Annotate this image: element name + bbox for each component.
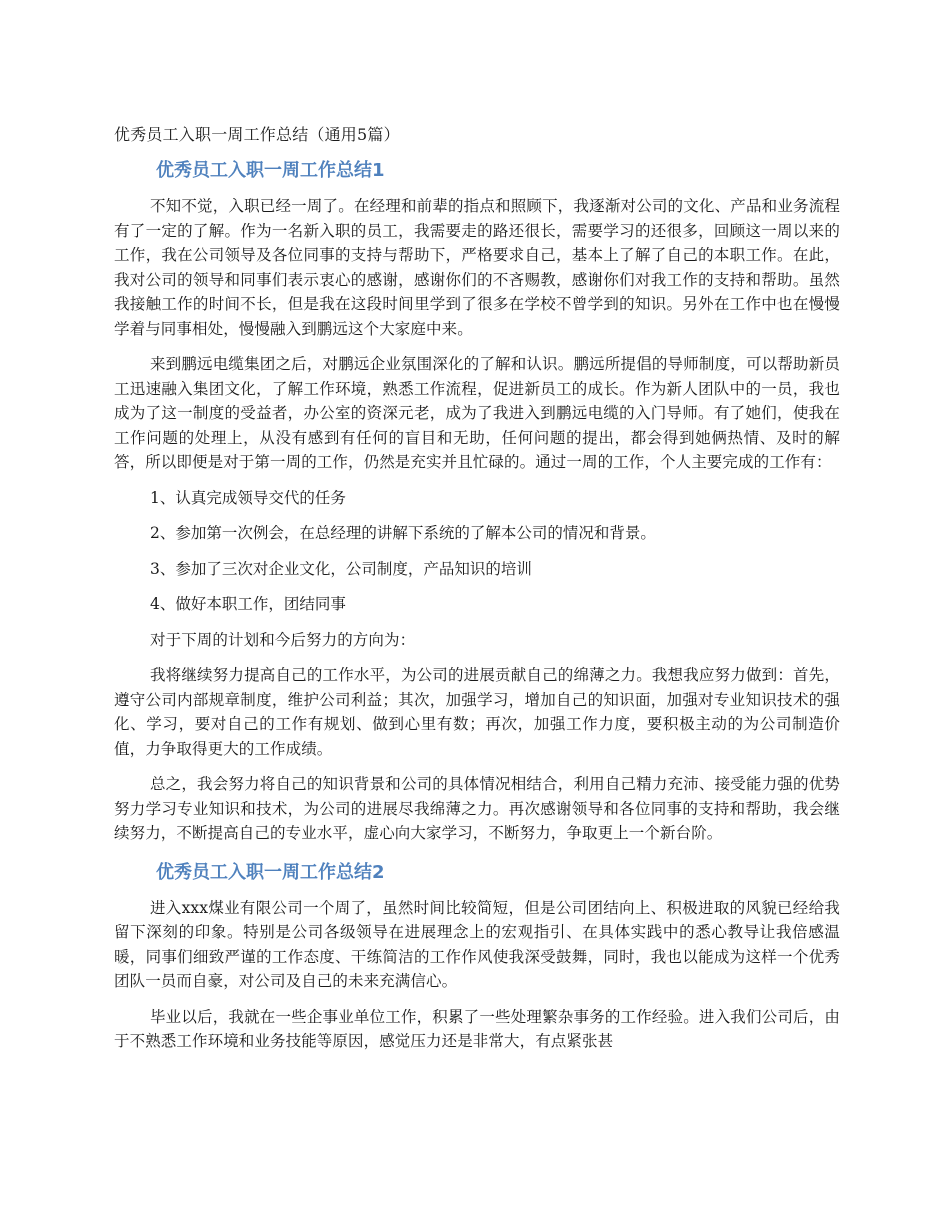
plan-intro: 对于下周的计划和今后努力的方向为： <box>150 630 416 649</box>
section-2-heading: 优秀员工入职一周工作总结2 <box>156 861 385 883</box>
section-2-paragraph: 进入xxx煤业有限公司一个周了，虽然时间比较简短，但是公司团结向上、积极进取的风貌已经给我留下深刻的印象。特别是公司各级领导在进展理念上的宏观指引、在具体实践中的悉心教导让我倍感温暖，同事们细致严谨的工作态度、干练简洁的工作作风使我深受鼓舞，同时，我也以能成为这样一个优秀团队一员而自豪，对公司及自己的未来充满信心。 <box>114 898 840 990</box>
section-1-paragraph: 我将继续努力提高自己的工作水平，为公司的进展贡献自己的绵薄之力。我想我应努力做到：首先，遵守公司内部规章制度，维护公司利益；其次，加强学习，增加自己的知识面，加强对专业知识技术的强化、学习，要对自己的工作有规划、做到心里有数；再次，加强工作力度，要积极主动的为公司制造价值，力争取得更大的工作成绩。 <box>114 666 840 758</box>
section-2-paragraph: 毕业以后，我就在一些企事业单位工作，积累了一些处理繁杂事务的工作经验。进入我们公司后，由于不熟悉工作环境和业务技能等原因，感觉压力还是非常大，有点紧张甚 <box>114 1007 840 1050</box>
section-1-paragraph: 不知不觉，入职已经一周了。在经理和前辈的指点和照顾下，我逐渐对公司的文化、产品和业务流程有了一定的了解。作为一名新入职的员工，我需要走的路还很长，需要学习的还很多，回顾这一周以来的工作，我在公司领导及各位同事的支持与帮助下，严格要求自己，基本上了解了自己的本职工作。在此，我对公司的领导和同事们表示衷心的感谢，感谢你们的不吝赐教，感谢你们对我工作的支持和帮助。虽然我接触工作的时间不长，但是我在这段时间里学到了很多在学校不曾学到的知识。另外在工作中也在慢慢学着与同事相处，慢慢融入到鹏远这个大家庭中来。 <box>114 197 840 338</box>
section-1-paragraph: 总之，我会努力将自己的知识背景和公司的具体情况相结合，利用自己精力充沛、接受能力强的优势努力学习专业知识和技术，为公司的进展尽我绵薄之力。再次感谢领导和各位同事的支持和帮助，我会继续努力，不断提高自己的专业水平，虚心向大家学习，不断努力，争取更上一个新台阶。 <box>114 775 840 842</box>
task-list-item: 1、认真完成领导交代的任务 <box>150 488 346 507</box>
document-page <box>114 122 840 1065</box>
section-1-heading: 优秀员工入职一周工作总结1 <box>156 160 385 181</box>
task-list-item: 4、做好本职工作，团结同事 <box>150 595 346 613</box>
section-1-paragraph: 来到鹏远电缆集团之后，对鹏远企业氛围深化的了解和认识。鹏远所提倡的导师制度，可以帮助新员工迅速融入集团文化，了解工作环境，熟悉工作流程，促进新员工的成长。作为新人团队中的一员，我也成为了这一制度的受益者，办公室的资深元老，成为了我进入到鹏远电缆的入门导师。有了她们，使我在工作问题的处理上，从没有感到有任何的盲目和无助，任何问题的提出，都会得到她俩热情、及时的解答，所以即便是对于第一周的工作，仍然是充实并且忙碌的。通过一周的工作，个人主要完成的工作有： <box>114 355 840 471</box>
document-title: 优秀员工入职一周工作总结（通用5篇） <box>114 125 400 144</box>
task-list-item: 2、参加第一次例会，在总经理的讲解下系统的了解本公司的情况和背景。 <box>150 524 656 542</box>
task-list-item: 3、参加了三次对企业文化，公司制度，产品知识的培训 <box>150 559 532 578</box>
